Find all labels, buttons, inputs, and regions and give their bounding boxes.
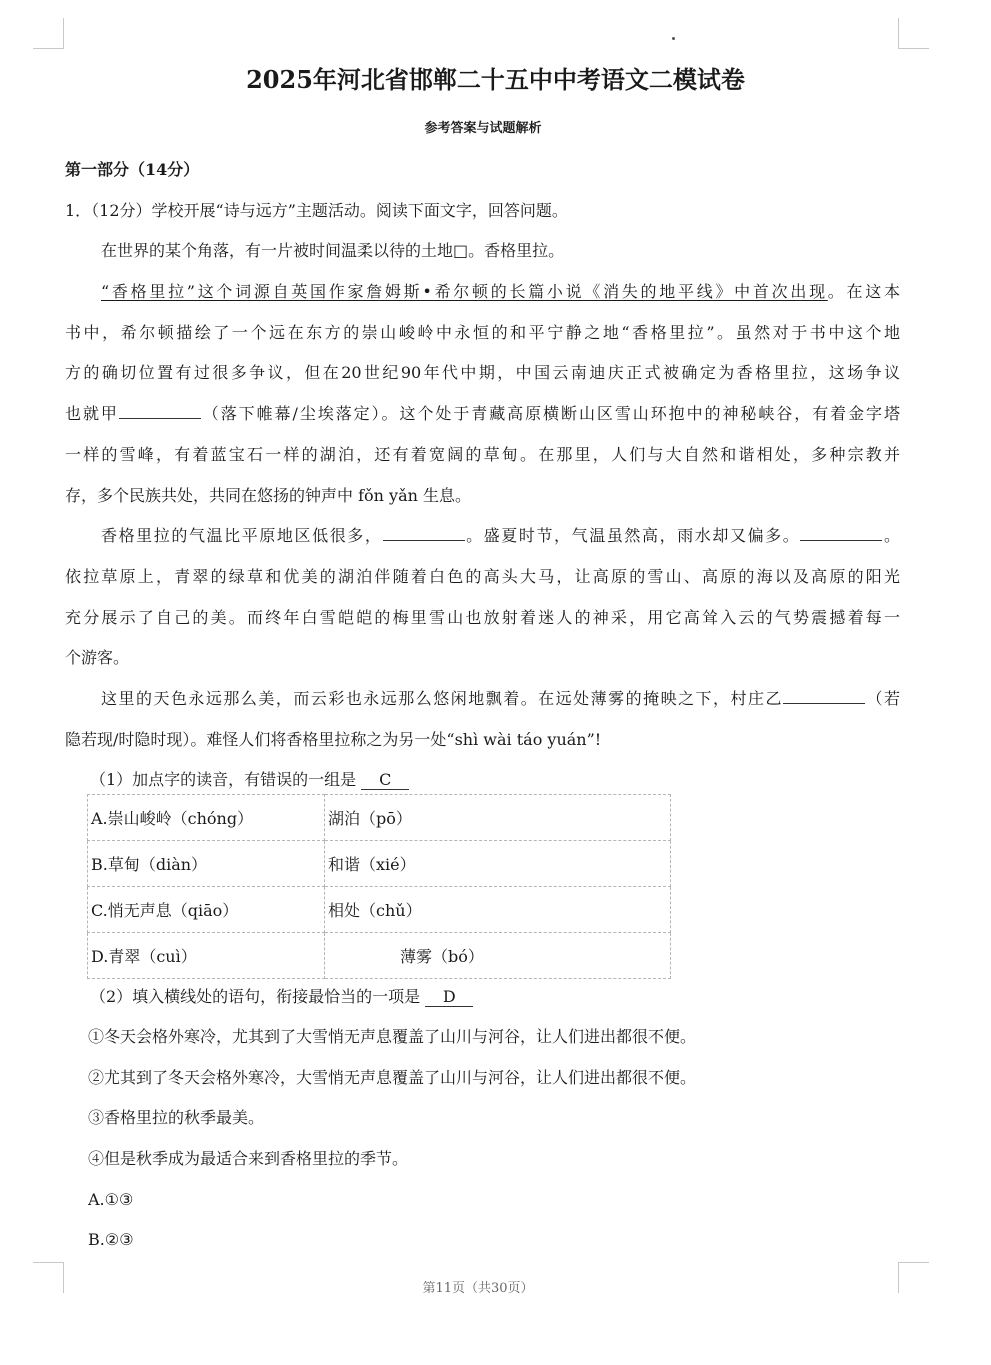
answer-1: C bbox=[361, 771, 409, 790]
paragraph-text: 也就甲 bbox=[65, 404, 119, 424]
option-cell bbox=[325, 933, 671, 979]
option-cell: D.青翠（cuì） bbox=[88, 933, 325, 979]
options-table bbox=[87, 794, 671, 979]
sentence-list bbox=[88, 1017, 696, 1261]
paragraph-2-line-5: 一样的雪峰，有着蓝宝石一样的湖泊，还有着宽阔的草甸。在那里，人们与大自然和谐相处，多种宗教并 bbox=[65, 444, 900, 464]
table-row bbox=[88, 841, 671, 887]
paragraph-4-line-2: 隐若现/时隐时现）。难怪人们将香格里拉称之为另一处“shì wài táo yuán”! bbox=[65, 729, 602, 749]
option-text: 薄雾（bó） bbox=[400, 947, 484, 966]
option-cell: 湖泊（pō） bbox=[325, 795, 671, 841]
option-cell: 相处（chǔ） bbox=[325, 887, 671, 933]
paragraph-text: （落下帷幕/尘埃落定）。这个处于青藏高原横断山区雪山环抱中的神秘峡谷，有着金字塔 bbox=[200, 404, 900, 424]
paragraph-2-line-1 bbox=[65, 272, 900, 313]
paragraph-2-line-3: 方的确切位置有过很多争议，但在20世纪90年代中期，中国云南迪庆正式被确定为香格里拉，这场争议 bbox=[65, 363, 900, 383]
blank-jia[interactable] bbox=[119, 404, 201, 419]
paragraph-3-line-3: 充分展示了自己的美。而终年白雪皑皑的梅里雪山也放射着迷人的神采，用它高耸入云的气势震撼着每一 bbox=[65, 607, 900, 627]
paragraph-3-line-1 bbox=[65, 516, 900, 557]
answer-2: D bbox=[425, 988, 473, 1007]
list-item: ①冬天会格外寒冷，尤其到了大雪悄无声息覆盖了山川与河谷，让人们进出都很不便。 bbox=[88, 1027, 697, 1046]
document-title: 2025年河北省邯郸二十五中中考语文二模试卷 bbox=[246, 65, 745, 94]
choice-a: A.①③ bbox=[88, 1189, 134, 1209]
paragraph-text: 。 bbox=[882, 526, 900, 546]
option-cell: 和谐（xié） bbox=[325, 841, 671, 887]
paragraph-3-line-2: 依拉草原上，青翠的绿草和优美的湖泊伴随着白色的高头大马，让高原的雪山、高原的海以及高原的阳光 bbox=[65, 566, 900, 586]
list-item: ③香格里拉的秋季最美。 bbox=[88, 1108, 265, 1128]
crop-mark-top-left bbox=[33, 18, 64, 49]
paragraph-text: 。在这本 bbox=[827, 282, 900, 302]
sub-question-text: （2）填入横线处的语句，衔接最恰当的一项是 bbox=[90, 987, 421, 1006]
underlined-sentence: “香格里拉”这个词源自英国作家詹姆斯•希尔顿的长篇小说《消失的地平线》中首次出现 bbox=[101, 282, 828, 302]
paragraph-2-line-4 bbox=[65, 394, 900, 435]
paragraph-text: 。盛夏时节，气温虽然高，雨水却又偏多。 bbox=[464, 526, 801, 546]
blank-1[interactable] bbox=[383, 526, 465, 541]
crop-mark-top-right bbox=[898, 18, 929, 49]
speck-dot bbox=[672, 37, 675, 40]
blank-yi[interactable] bbox=[783, 689, 865, 704]
list-item: ②尤其到了冬天会格外寒冷，大雪悄无声息覆盖了山川与河谷，让人们进出都很不便。 bbox=[88, 1067, 697, 1087]
paragraph-1: 在世界的某个角落，有一片被时间温柔以待的土地□。香格里拉。 bbox=[101, 241, 565, 261]
blank-2[interactable] bbox=[800, 526, 882, 541]
sub-question-2 bbox=[65, 977, 900, 1018]
table-row bbox=[88, 933, 671, 979]
table-row bbox=[88, 795, 671, 841]
table-row bbox=[88, 887, 671, 933]
paragraph-text: 这里的天色永远那么美，而云彩也永远那么悠闲地飘着。在远处薄雾的掩映之下，村庄乙 bbox=[101, 688, 783, 708]
option-cell: A.崇山峻岭（chóng） bbox=[88, 795, 325, 841]
paragraph-4-line-1 bbox=[65, 679, 900, 720]
paragraph-text: 香格里拉的气温比平原地区低很多， bbox=[101, 526, 383, 546]
section-title: 第一部分（14分） bbox=[65, 160, 200, 179]
paragraph-text: （若 bbox=[865, 688, 900, 708]
choice-b: B.②③ bbox=[88, 1230, 134, 1250]
document-body bbox=[65, 150, 900, 801]
paragraph-2-line-2: 书中，希尔顿描绘了一个远在东方的崇山峻岭中永恒的和平宁静之地“香格里拉”。虽然对于书中这个地 bbox=[65, 322, 900, 342]
question-stem: 1．（12分）学校开展“诗与远方”主题活动。阅读下面文字，回答问题。 bbox=[65, 200, 568, 220]
document-subtitle: 参考答案与试题解析 bbox=[424, 121, 542, 136]
sub-question-2-block bbox=[65, 977, 900, 1018]
page-number: 第11页（共30页） bbox=[422, 1281, 534, 1296]
paragraph-2-line-6: 存，多个民族共处，共同在悠扬的钟声中 fǒn yǎn 生息。 bbox=[65, 485, 472, 505]
sub-question-text: （1）加点字的读音，有错误的一组是 bbox=[90, 770, 357, 790]
option-cell: C.悄无声息（qiāo） bbox=[88, 887, 325, 933]
option-cell: B.草甸（diàn） bbox=[88, 841, 325, 887]
list-item: ④但是秋季成为最适合来到香格里拉的季节。 bbox=[88, 1149, 409, 1169]
paragraph-3-line-4: 个游客。 bbox=[65, 648, 130, 668]
